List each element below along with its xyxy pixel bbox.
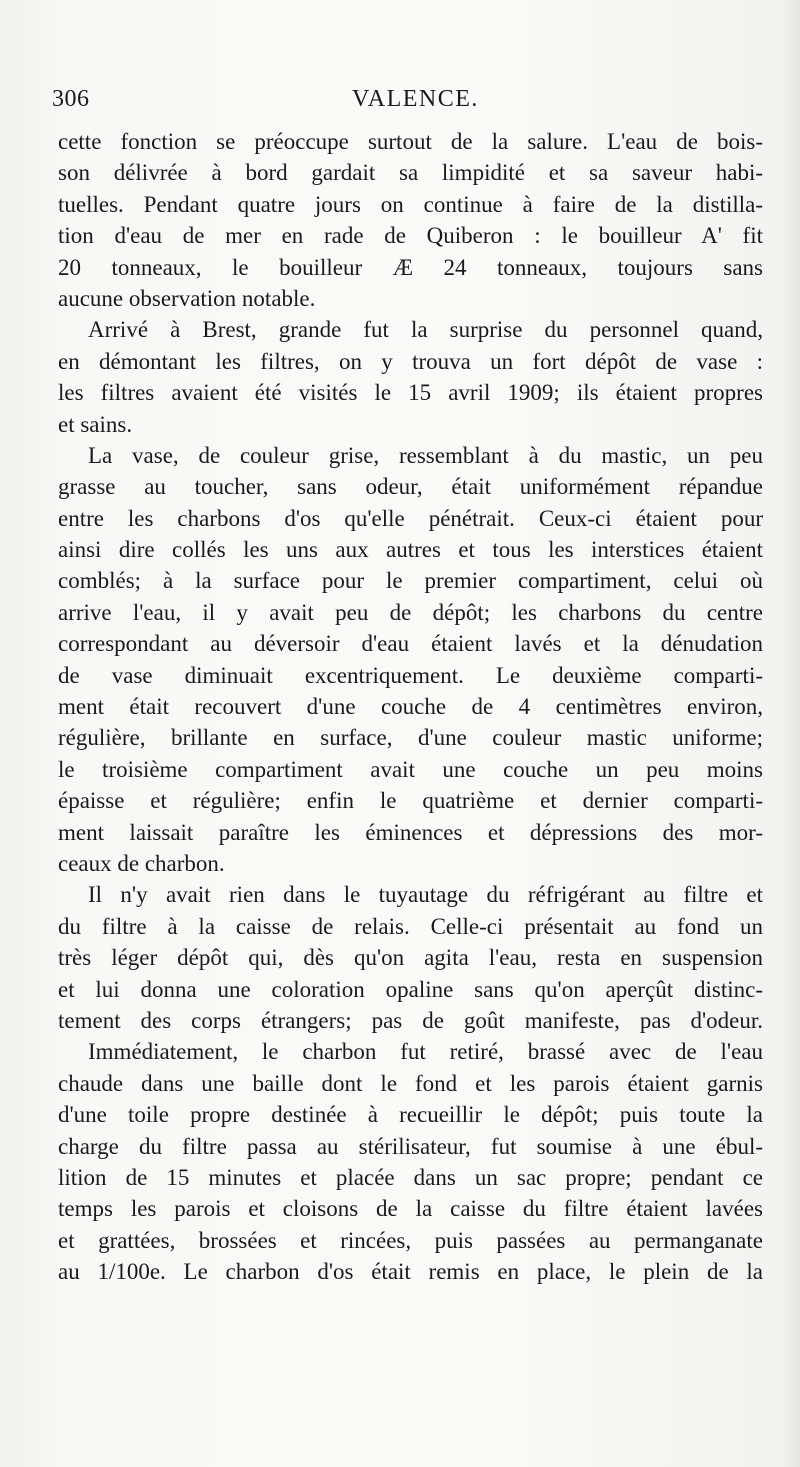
text-line: entre les charbons d'os qu'elle pénétrait. Ceux-ci étaient pour	[58, 505, 763, 531]
text-line: d'une toile propre destinée à recueillir le dépôt; puis toute la	[58, 1102, 763, 1128]
text-line: arrive l'eau, il y avait peu de dépôt; les charbons du centre	[58, 599, 763, 625]
text-line: régulière, brillante en surface, d'une couleur mastic uniforme;	[58, 725, 763, 751]
text-line: tion d'eau de mer en rade de Quiberon : le bouilleur A' fit	[58, 223, 763, 249]
text-line: ment était recouvert d'une couche de 4 centimètres environ,	[58, 694, 763, 720]
text-line: le troisième compartiment avait une couche un peu moins	[58, 756, 763, 782]
text-line: ceaux de charbon.	[58, 850, 225, 876]
body-text	[58, 126, 763, 1287]
text-line: tuelles. Pendant quatre jours on continue à faire de la distilla-	[58, 191, 763, 217]
text-line: grasse au toucher, sans odeur, était uniformément répandue	[58, 474, 763, 500]
text-line: tement des corps étrangers; pas de goût manifeste, pas d'odeur.	[58, 1007, 763, 1033]
running-head: VALENCE.	[352, 86, 479, 112]
text-line: Immédiatement, le charbon fut retiré, brassé avec de l'eau	[88, 1039, 763, 1065]
text-line: en démontant les filtres, on y trouva un fort dépôt de vase :	[58, 348, 763, 374]
page-edge-shadow	[782, 0, 800, 1467]
text-line: Il n'y avait rien dans le tuyautage du réfrigérant au filtre et	[88, 882, 763, 908]
text-line: Arrivé à Brest, grande fut la surprise du personnel quand,	[88, 317, 763, 343]
text-line: très léger dépôt qui, dès qu'on agita l'eau, resta en suspension	[58, 945, 763, 971]
text-line: temps les parois et cloisons de la caisse du filtre étaient lavées	[58, 1196, 763, 1222]
text-line: au 1/100e. Le charbon d'os était remis en place, le plein de la	[58, 1259, 763, 1285]
text-line: son délivrée à bord gardait sa limpidité et sa saveur habi-	[58, 160, 763, 186]
text-line: et sains.	[58, 411, 133, 437]
text-line: et grattées, brossées et rincées, puis passées au permanganate	[58, 1227, 763, 1253]
text-line: ainsi dire collés les uns aux autres et tous les interstices étaient	[58, 537, 763, 563]
text-line: La vase, de couleur grise, ressemblant à du mastic, un peu	[88, 442, 763, 468]
text-line: et lui donna une coloration opaline sans qu'on aperçût distinc-	[58, 976, 763, 1002]
text-line: chaude dans une baille dont le fond et les parois étaient garnis	[58, 1070, 763, 1096]
page-number: 306	[52, 86, 90, 112]
text-line: 20 tonneaux, le bouilleur Æ 24 tonneaux, toujours sans	[58, 254, 763, 280]
text-line: correspondant au déversoir d'eau étaient lavés et la dénudation	[58, 631, 763, 657]
text-line: de vase diminuait excentriquement. Le deuxième comparti-	[58, 662, 763, 688]
text-line: les filtres avaient été visités le 15 avril 1909; ils étaient propres	[58, 380, 763, 406]
text-line: épaisse et régulière; enfin le quatrième et dernier comparti-	[58, 788, 763, 814]
page-header	[52, 86, 760, 122]
text-line: aucune observation notable.	[58, 285, 316, 311]
text-line: cette fonction se préoccupe surtout de la salure. L'eau de bois-	[58, 129, 763, 154]
text-line: comblés; à la surface pour le premier compartiment, celui où	[58, 568, 763, 594]
text-line: charge du filtre passa au stérilisateur, fut soumise à une ébul-	[58, 1133, 763, 1159]
text-line: ment laissait paraître les éminences et dépressions des mor-	[58, 819, 763, 845]
text-line: du filtre à la caisse de relais. Celle-ci présentait au fond un	[58, 913, 763, 939]
text-line: lition de 15 minutes et placée dans un sac propre; pendant ce	[58, 1164, 763, 1190]
